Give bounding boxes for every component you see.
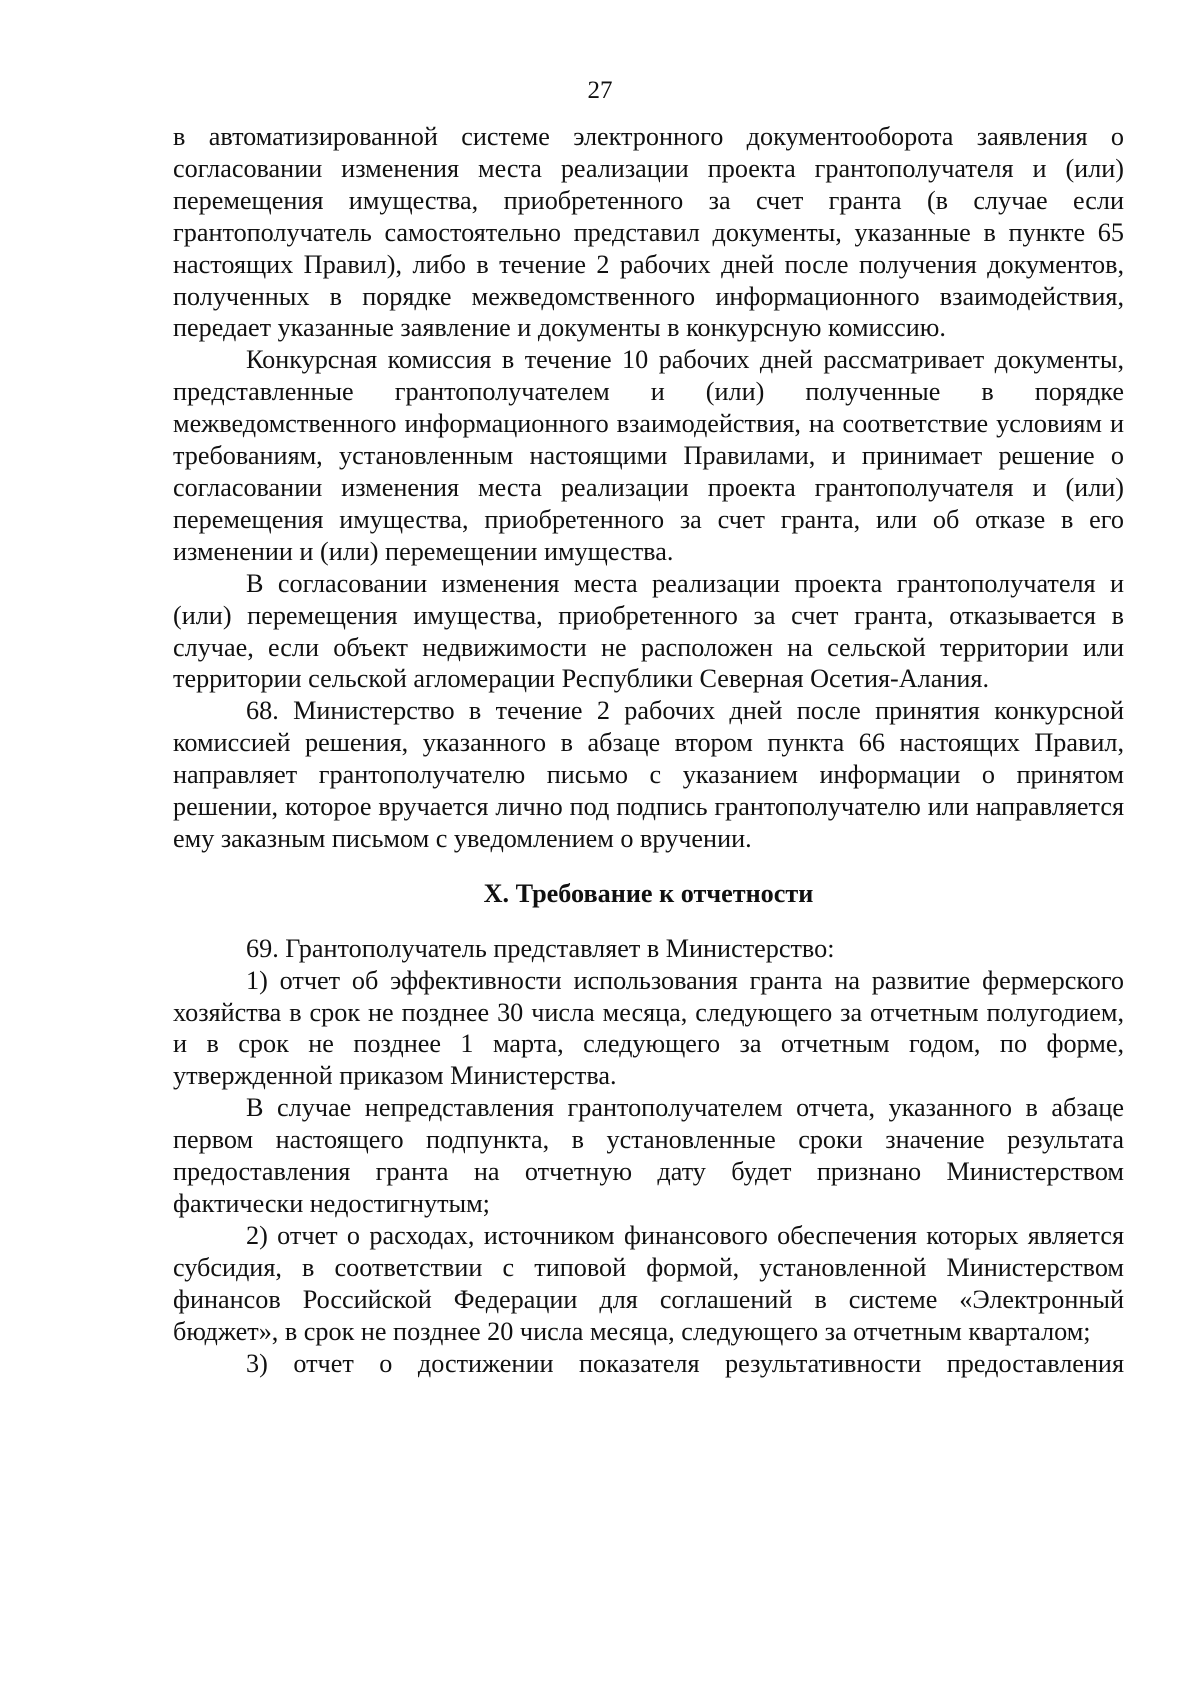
document-body xyxy=(173,121,1124,1379)
paragraph-subitem-2: 2) отчет о расходах, источником финансового обеспечения которых является субсидия, в соответствии с типовой формой, установленной Министерством финансов Российской Федерации для соглашений в системе «Электронный бюджет», в срок не позднее 20 числа месяца, следующего за отчетным кварталом; xyxy=(173,1220,1124,1346)
paragraph-subitem-3: 3) отчет о достижении показателя результативности предоставления xyxy=(246,1348,1124,1378)
section-heading: X. Требование к отчетности xyxy=(483,878,814,908)
paragraph-nonsubmission: В случае непредставления грантополучателем отчета, указанного в абзаце первом настоящего подпункта, в установленные сроки значение результата предоставления гранта на отчетную дату будет признано Министерством фактически недостигнутым; xyxy=(173,1093,1124,1218)
paragraph-refusal-grounds: В согласовании изменения места реализации проекта грантополучателя и (или) перемещения имущества, приобретенного за счет гранта, отказывается в случае, если объект недвижимости не расположен на сельской территории или территории сельской агломерации Республики Северная Осетия-Алания. xyxy=(173,568,1124,694)
paragraph-item-69: 69. Грантополучатель представляет в Министерство: xyxy=(246,933,835,963)
page-number: 27 xyxy=(587,77,613,104)
paragraph-application-submission: в автоматизированной системе электронного документооборота заявления о согласовании изменения места реализации проекта грантополучателя и (или) перемещения имущества, приобретенного за счет гранта (в случае если грантополучатель самостоятельно представил документы, указанные в пункте 65 настоящих Правил), либо в течение 2 рабочих дней после получения документов, полученных в порядке межведомственного информационного взаимодействия, передает указанные заявление и документы в конкурсную комиссию. xyxy=(173,122,1124,343)
paragraph-item-68: 68. Министерство в течение 2 рабочих дней после принятия конкурсной комиссией решения, указанного в абзаце втором пункта 66 настоящих Правил, направляет грантополучателю письмо с указанием информации о принятом решении, которое вручается лично под подпись грантополучателю или направляется ему заказным письмом с уведомлением о вручении. xyxy=(173,696,1124,853)
paragraph-subitem-1: 1) отчет об эффективности использования гранта на развитие фермерского хозяйства в срок не позднее 30 числа месяца, следующего за отчетным полугодием, и в срок не позднее 1 марта, следующего за отчетным годом, по форме, утвержденной приказом Министерства. xyxy=(173,965,1124,1091)
paragraph-commission-review: Конкурсная комиссия в течение 10 рабочих дней рассматривает документы, представленные грантополучателем и (или) полученные в порядке межведомственного информационного взаимодействия, на соответствие условиям и требованиям, установленным настоящими Правилами, и принимает решение о согласовании изменения места реализации проекта грантополучателя и (или) перемещения имущества, приобретенного за счет гранта, или об отказе в его изменении и (или) перемещении имущества. xyxy=(173,345,1124,566)
